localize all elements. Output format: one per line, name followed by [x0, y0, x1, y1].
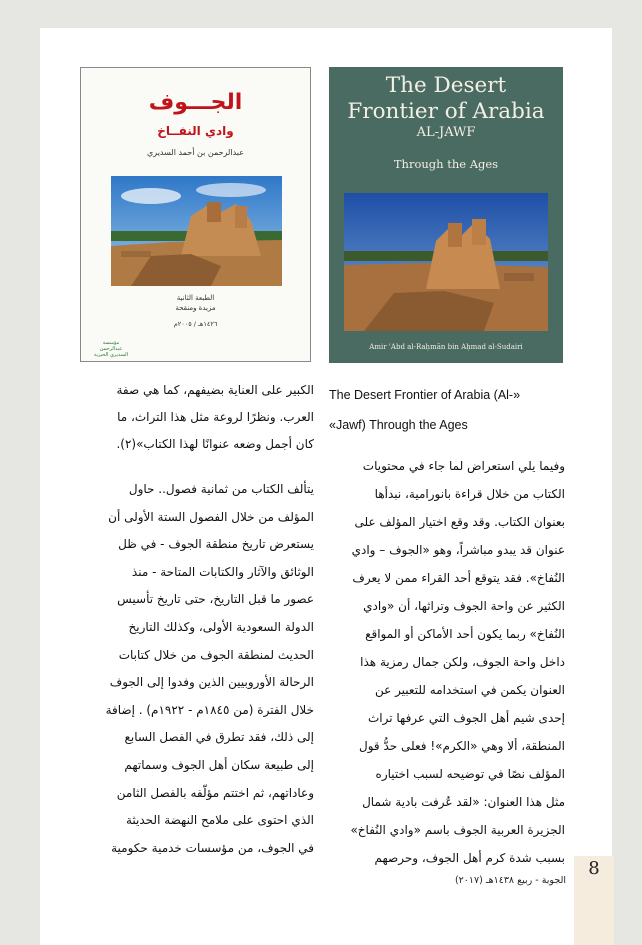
left-margin: [0, 0, 40, 945]
text-line: يستعرض تاريخ منطقة الجوف - في ظل: [118, 537, 314, 552]
arabic-cover-author: عبدالرحمن بن أحمد السديري: [147, 148, 244, 157]
text-line: وعاداتهم، ثم اختتم مؤلّفه بالفصل الثامن: [116, 785, 314, 800]
caption-line-1: The Desert Frontier of Arabia (Al-»: [329, 388, 521, 402]
text-line: إلى طبيعة سكان أهل الجوف وسماتهم: [124, 757, 314, 772]
text-line: في الجوف، من مؤسسات خدمية حكومية: [111, 840, 314, 855]
left-column-main-text: [78, 476, 314, 862]
caption-line-2: «Jawf) Through the Ages: [329, 418, 468, 432]
english-cover-photo: [344, 193, 548, 331]
text-line: الرحالة الأوروبيين الذين وفدوا إلى الجوف: [109, 675, 314, 690]
text-line: الكبير على العناية بضيفهم، كما هي صفة: [116, 383, 314, 397]
text-line: المؤلف نصًا في توضيحه لسبب اختياره: [375, 767, 565, 781]
magazine-footer: الجوبة - ربيع ١٤٣٨هـ (٢٠١٧): [454, 875, 566, 886]
text-line: إحدى شيم أهل الجوف التي عرفها تراث: [367, 711, 565, 725]
arabic-cover-subtitle: وادي النفــاخ: [157, 124, 234, 138]
text-line: العنوان يكمن في استخدامه للتعبير عن: [374, 683, 565, 697]
top-margin: [0, 0, 642, 28]
text-line: بسبب شدة كرم أهل الجوف، وحرصهم: [374, 851, 565, 865]
page-number: 8: [588, 858, 600, 879]
english-book-caption: [329, 380, 565, 440]
text-line: المنطقة، ألا وهي «الكرم»! فعلى حدُّ قول: [359, 739, 565, 753]
text-line: العرب. ونظرًا لروعة مثل هذا التراث، ما: [117, 410, 314, 424]
arabic-cover-edition: الطبعة الثانية: [176, 294, 215, 302]
text-line: الحديث لمنطقة الجوف من خلال كتابات: [118, 647, 314, 662]
arabic-cover-photo: [111, 176, 282, 286]
arabic-book-cover: [80, 67, 311, 362]
text-line: مثل هذا العنوان: «لقد عُرفت بادية شمال: [362, 795, 565, 809]
fortress-photo-icon: [344, 193, 548, 331]
text-line: خلال الفترة (من ١٨٤٥م - ١٩٢٢م) . إضافة: [105, 702, 314, 717]
text-line: يتألف الكتاب من ثمانية فصول.. حاول: [128, 482, 314, 496]
english-cover-title: [329, 73, 563, 125]
right-column-text: [329, 452, 565, 872]
publisher-logo-text: مؤسسة عبدالرحمن السديري الخيرية: [93, 340, 129, 358]
right-margin: [612, 0, 642, 945]
text-line: عصور ما قبل التاريخ، حتى تاريخ تأسيس: [117, 592, 314, 607]
english-cover-subtitle-2: Through the Ages: [393, 157, 499, 171]
text-line: الكتاب من خلال قراءة بانورامية، نبدأها: [374, 487, 565, 501]
text-line: الجزيرة العربية الجوف باسم «وادي النُفاخ»: [350, 823, 565, 837]
text-line: بعنوان الكتاب. وقد وقع اختيار المؤلف على: [354, 515, 565, 529]
text-line: وفيما يلي استعراض لما جاء في محتويات: [362, 459, 565, 473]
left-column-top-text: [78, 377, 314, 458]
english-cover-subtitle: AL-JAWF: [416, 125, 476, 140]
english-cover-title-line1: The Desert: [385, 73, 507, 98]
english-cover-author: Amir ʿAbd al-Raḥmān bin Aḥmad al-Sudairi: [369, 343, 523, 351]
castle-photo-icon: [111, 176, 282, 286]
english-book-cover: [329, 67, 563, 363]
arabic-cover-date: ١٤٢٦هـ / ٢٠٠٥م: [173, 320, 218, 328]
text-line: الذي احتوى على ملامح النهضة الحديثة: [125, 813, 314, 828]
text-line: الوثائق والآثار والكتابات المتاحة - منذ: [131, 564, 314, 579]
text-line: النُفاخ» ربما يكون أحد الأماكن أو المواقع: [365, 627, 565, 641]
arabic-cover-title: الجـــوف: [148, 90, 243, 115]
text-line: المؤلف من خلال الفصول الستة الأولى أن: [108, 509, 314, 524]
text-line: النُفاخ». فقد يتوقع أحد القراء ممن لا يعرف: [352, 571, 565, 585]
text-line: الدولة السعودية الأولى، وكذلك التاريخ: [128, 619, 314, 634]
text-line: عنوان قد يبدو مباشراً، وهو «الجوف – وادي: [351, 543, 565, 557]
text-line: داخل واحة الجوف، ولكن جمال رمزية هذا: [360, 655, 565, 669]
english-cover-title-line2: Frontier of Arabia: [347, 99, 545, 124]
arabic-cover-edition-note: مزيدة ومنقحة: [175, 304, 216, 312]
text-line: الكثير عن واحة الجوف وتراثها، أن «وادي: [363, 599, 565, 613]
text-line: كان أجمل وضعه عنوانًا لهذا الكتاب»(٢).: [116, 437, 314, 451]
text-line: إلى ذلك، فقد تطرق في الفصل السابع: [124, 730, 314, 745]
